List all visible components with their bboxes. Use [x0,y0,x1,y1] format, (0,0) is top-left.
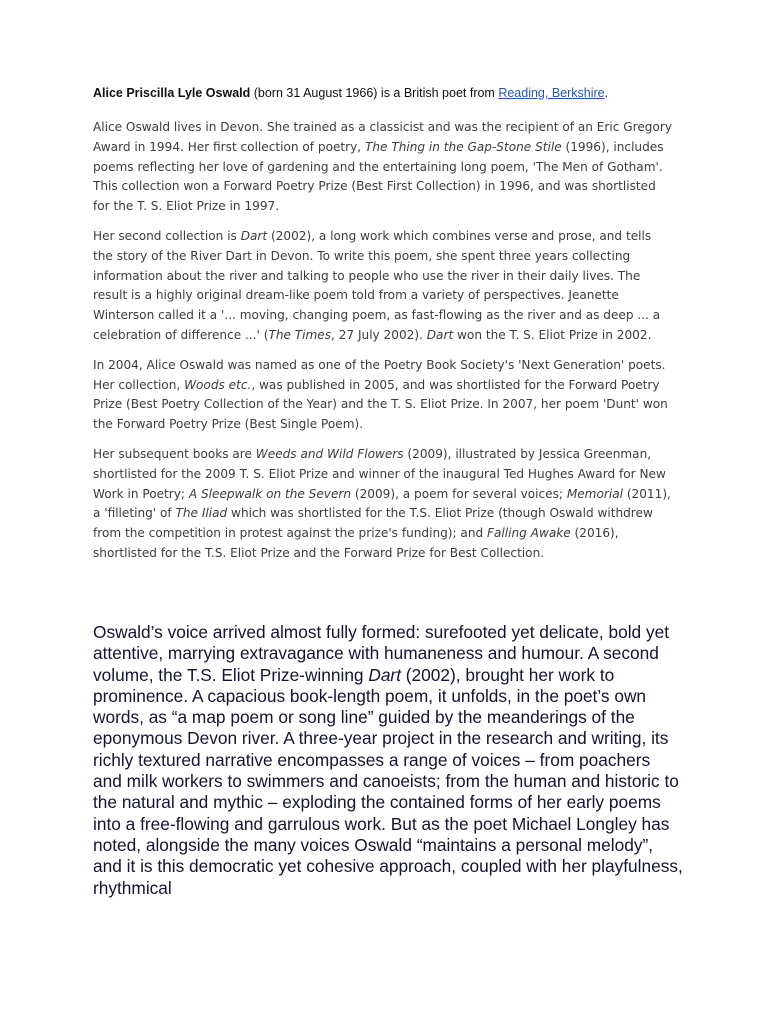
bio-text: Alice Oswald lives in Devon. She trained as a classicist and was the recipient of an Eric Gregory Award in 1994. Her first collection of poetry, [93,120,672,154]
bio-text: (2002), a long work which combines verse and prose, and tells the story of the River Dart in Devon. To write this poem, she spent three years collecting information about the river and talking to people who use the river in their daily lives. The result is a highly original dream-like poem told from a variety of perspectives. Jeanette Winterson called it a '... moving, changing poem, as fast-flowing as the river and as deep ... a celebration of difference ...' ( [93,228,661,342]
book-title: Woods etc. [184,377,252,392]
intro-text: (born 31 August 1966) is a British poet from [250,86,499,100]
book-title: A Sleepwalk on the Severn [188,486,352,501]
bio-text: Her second collection is [93,228,241,243]
poet-name: Alice Priscilla Lyle Oswald [93,86,251,100]
bio-text: (2009), a poem for several voices; [351,486,567,501]
bio-text: won the T. S. Eliot Prize in 2002. [453,327,652,342]
publication-title: The Times [268,327,332,342]
bio-text: (2016), shortlisted for the T.S. Eliot Prize and the Forward Prize for Best Collection. [93,526,619,560]
book-title: Dart [240,228,268,243]
book-title: Falling Awake [487,526,571,541]
review-text: (2002), brought her work to prominence. A capacious book-length poem, it unfolds, in the poet’s own words, as “a map poem or song line” guided by the meanderings of the eponymous Devon river. A three-year project in the research and writing, its richly textured narrative encompasses a range of voices – from poachers and milk workers to swimmers and canoeists; from the human and historic to the natural and mythic – exploding the contained forms of her early poems into a free-flowing and garrulous work. But as the poet Michael Longley has noted, alongside the many voices Oswald “maintains a personal melody”, and it is this democratic yet cohesive approach, coupled with her playfulness, rhythmical [93,664,683,898]
book-title: Weeds and Wild Flowers [255,446,404,461]
bio-paragraph-2 [93,227,673,346]
book-title: Memorial [566,486,623,501]
book-title: The Thing in the Gap-Stone Stile [364,139,562,154]
book-title: Dart [426,327,454,342]
reading-berkshire-link[interactable]: Reading, Berkshire [498,86,605,100]
bio-paragraph-3 [93,356,673,435]
bio-paragraph-4 [93,445,673,564]
book-title: The Iliad [175,506,228,521]
bio-text: (1996), includes poems reflecting her love of gardening and the entertaining long poem, 'The Men of Gotham'. This collection won a Forward Poetry Prize (Best First Collection) in 1996, and was shortlisted for the T. S. Eliot Prize in 1997. [93,139,664,214]
review-excerpt [93,622,683,899]
review-text: Oswald’s voice arrived almost fully formed: surefooted yet delicate, bold yet attentive, marrying extravagance with humaneness and humour. A second volume, the T.S. Eliot Prize-winning [93,622,669,685]
intro-end: . [604,86,609,100]
bio-text: (2009), illustrated by Jessica Greenman, shortlisted for the 2009 T. S. Eliot Prize and winner of the inaugural Ted Hughes Award for New Work in Poetry; [93,446,666,501]
bio-text: Her subsequent books are [93,446,256,461]
book-title: Dart [368,664,401,685]
biography-section [93,118,673,574]
bio-text: which was shortlisted for the T.S. Eliot Prize (though Oswald withdrew from the competition in protest against the prize's funding); and [93,506,653,541]
bio-paragraph-1 [93,118,673,217]
intro-line [93,86,733,100]
bio-text: , was published in 2005, and was shortlisted for the Forward Poetry Prize (Best Poetry Collection of the Year) and the T. S. Eliot Prize. In 2007, her poem 'Dunt' won the Forward Poetry Prize (Best Single Poem). [93,377,668,432]
bio-text: In 2004, Alice Oswald was named as one of the Poetry Book Society's 'Next Generation' poets. Her collection, [93,357,666,392]
bio-text: , 27 July 2002). [331,327,427,342]
bio-text: (2011), a 'filleting' of [93,486,671,521]
